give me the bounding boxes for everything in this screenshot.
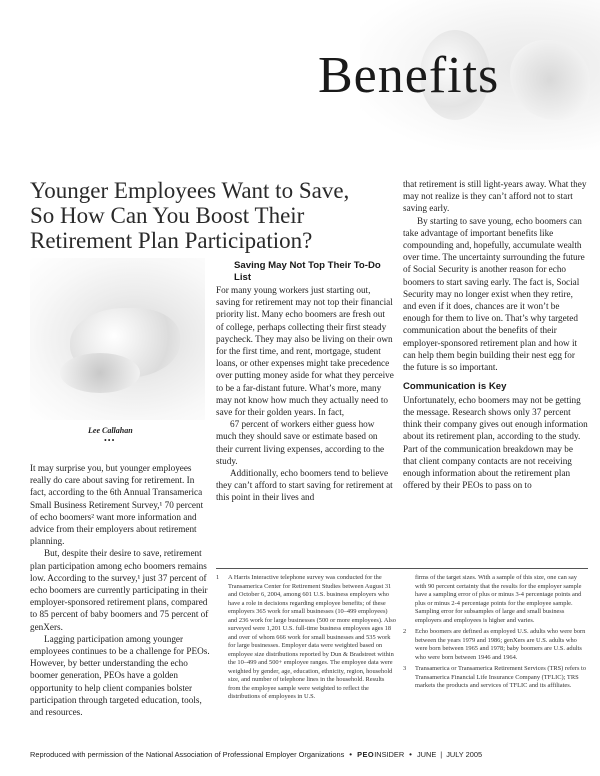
footnote-text: A Harris Interactive telephone survey was conducted for the Transamerica Center for Retirement Studies between August 31 and October 6, 2004, among 601 U.S. business employers who have a role in decisions regarding employee benefits; of these employers 365 work for small businesses (10–499 employees) and 236 work for large businesses (500 or more employees). Also surveyed were 1,201 U.S. full-time business employees ages 18 and over of whom 666 work for small businesses and 535 work for large businesses. Employer data were weighted based on employee size distributions reported by Dun & Bradstreet within the 10–499 and 500+ employee ranges. The employee data were weighted by gender, age, education, ethnicity, region, household size, and number of telephone lines in the household. Results from the employee sample were weighted to reflect the distributions of employees in U.S. <box>228 574 396 700</box>
paragraph: Lagging participation among younger employees continues to be a challenge for PEOs. However, by better understanding the echo boomer generation, PEOs have a golden opportunity to help client companies bolster participation through targeted education, tools, and resources. <box>30 633 210 718</box>
section-title: Benefits <box>318 47 500 104</box>
footnote <box>403 665 588 691</box>
subheading: Saving May Not Top Their To-Do List <box>234 260 381 283</box>
issue-month: JUNE <box>416 749 437 759</box>
publication-name <box>357 750 404 759</box>
footnote <box>403 628 588 662</box>
paragraph: Unfortunately, echo boomers may not be getting the message. Research shows only 37 percent think their company gives out enough information about its retirement plan, according to the study. Part of the communication breakdown may be that client company contacts are not receiving enough information about the retirement plan offered by their PEOs to pass on to <box>403 394 588 491</box>
paragraph: Additionally, echo boomers tend to believe they can’t afford to start saving for retirement at this point in their lives and <box>216 468 393 503</box>
paragraph: It may surprise you, but younger employees really do care about saving for retirement. In fact, according to the 6th Annual Transamerica Small Business Retirement Survey,¹ 70 percent of echo boomers² want more information and advice from their employers about retirement planning. <box>30 463 204 547</box>
footnote-number: 1 <box>216 574 220 581</box>
column-3 <box>403 178 588 491</box>
publication-name-rest: INSIDER <box>374 749 405 759</box>
subheading: Communication is Key <box>403 381 507 393</box>
issue-separator: | <box>440 749 443 759</box>
footnote-number: 2 <box>403 628 407 635</box>
footnotes-right <box>403 574 588 694</box>
issue-date: JULY 2005 <box>446 749 483 759</box>
footnote-number: 3 <box>403 665 407 672</box>
footnotes-left <box>216 574 396 705</box>
paragraph: that retirement is still light-years away. What they may not realize is they can’t afford not to start saving early. <box>403 179 587 214</box>
coins-image <box>60 353 140 393</box>
footnote <box>216 574 396 702</box>
column-1 <box>30 462 210 718</box>
footnote <box>403 574 588 625</box>
article-headline: Younger Employees Want to Save, So How Can You Boost Their Retirement Plan Participation? <box>30 178 350 253</box>
footnote-text: Echo boomers are defined as employed U.S. adults who were born between the years 1979 and 1986; genXers are U.S. adults who were born between 1965 and 1978; baby boomers are U.S. adults who were born between 1946 and 1964. <box>415 628 586 661</box>
faded-glove-image <box>510 40 590 120</box>
paragraph: 67 percent of workers either guess how much they should save or estimate based on their current living expenses, according to the study. <box>216 419 385 466</box>
bullet-icon: • <box>409 749 412 759</box>
reprint-credit: Reproduced with permission of the National Association of Professional Employer Organizations <box>30 749 345 759</box>
paragraph: By starting to save young, echo boomers can take advantage of important benefits like compounding and, hopefully, accumulate wealth over time. The uncertainty surrounding the future of Social Security is another reason for echo boomers to start saving early. The fact is, Social Security may no longer exist when they retire, and even if it does, chances are it won’t be enough for them to live on. That’s why targeted communication about the benefits of their employer-sponsored retirement plan and how it can help them begin building their nest egg for the future is so important. <box>403 215 585 373</box>
footnote-text: Transamerica or Transamerica Retirement Services (TRS) refers to Transamerica Financial Life Insurance Company (TFLIC); TRS markets the products and services of TFLIC and its affiliates. <box>415 665 587 689</box>
column-2 <box>216 260 394 504</box>
author-byline: Lee Callahan <box>88 426 133 435</box>
publication-name-bold: PEO <box>357 749 375 759</box>
footnote-rule <box>216 568 588 569</box>
paragraph: For many young workers just starting out, saving for retirement may not top their financial priority list. Many echo boomers are fresh out of college, perhaps collecting their first steady paycheck. They may also be living on their own for the first time, and rent, mortgage, student loans, or other expenses might take precedence over putting money aside for what they perceive to be a far-distant future. What’s more, many may not know how much they actually need to save for their golden years. In fact, <box>216 285 394 418</box>
article-photo <box>30 258 205 420</box>
footnote-text: firms of the target sizes. With a sample of this size, one can say with 90 percent certainty that the results for the employer sample have a sampling error of plus or minus 3-4 percentage points and plus or minus 2-4 percentage points for the employee sample. Sampling error for subsamples of large and small business employers and employees is higher and varies. <box>415 574 582 624</box>
byline-divider: ••• <box>104 436 116 445</box>
bullet-icon: • <box>349 749 353 759</box>
paragraph: But, despite their desire to save, retirement plan participation among echo boomers remains low. According to the survey,¹ just 37 percent of echo boomers are currently participating in their employer-sponsored retirement plans, compared to 85 percent of baby boomers and 75 percent of genXers. <box>30 548 209 632</box>
page-footer <box>30 747 590 761</box>
footnote-number <box>403 574 415 625</box>
